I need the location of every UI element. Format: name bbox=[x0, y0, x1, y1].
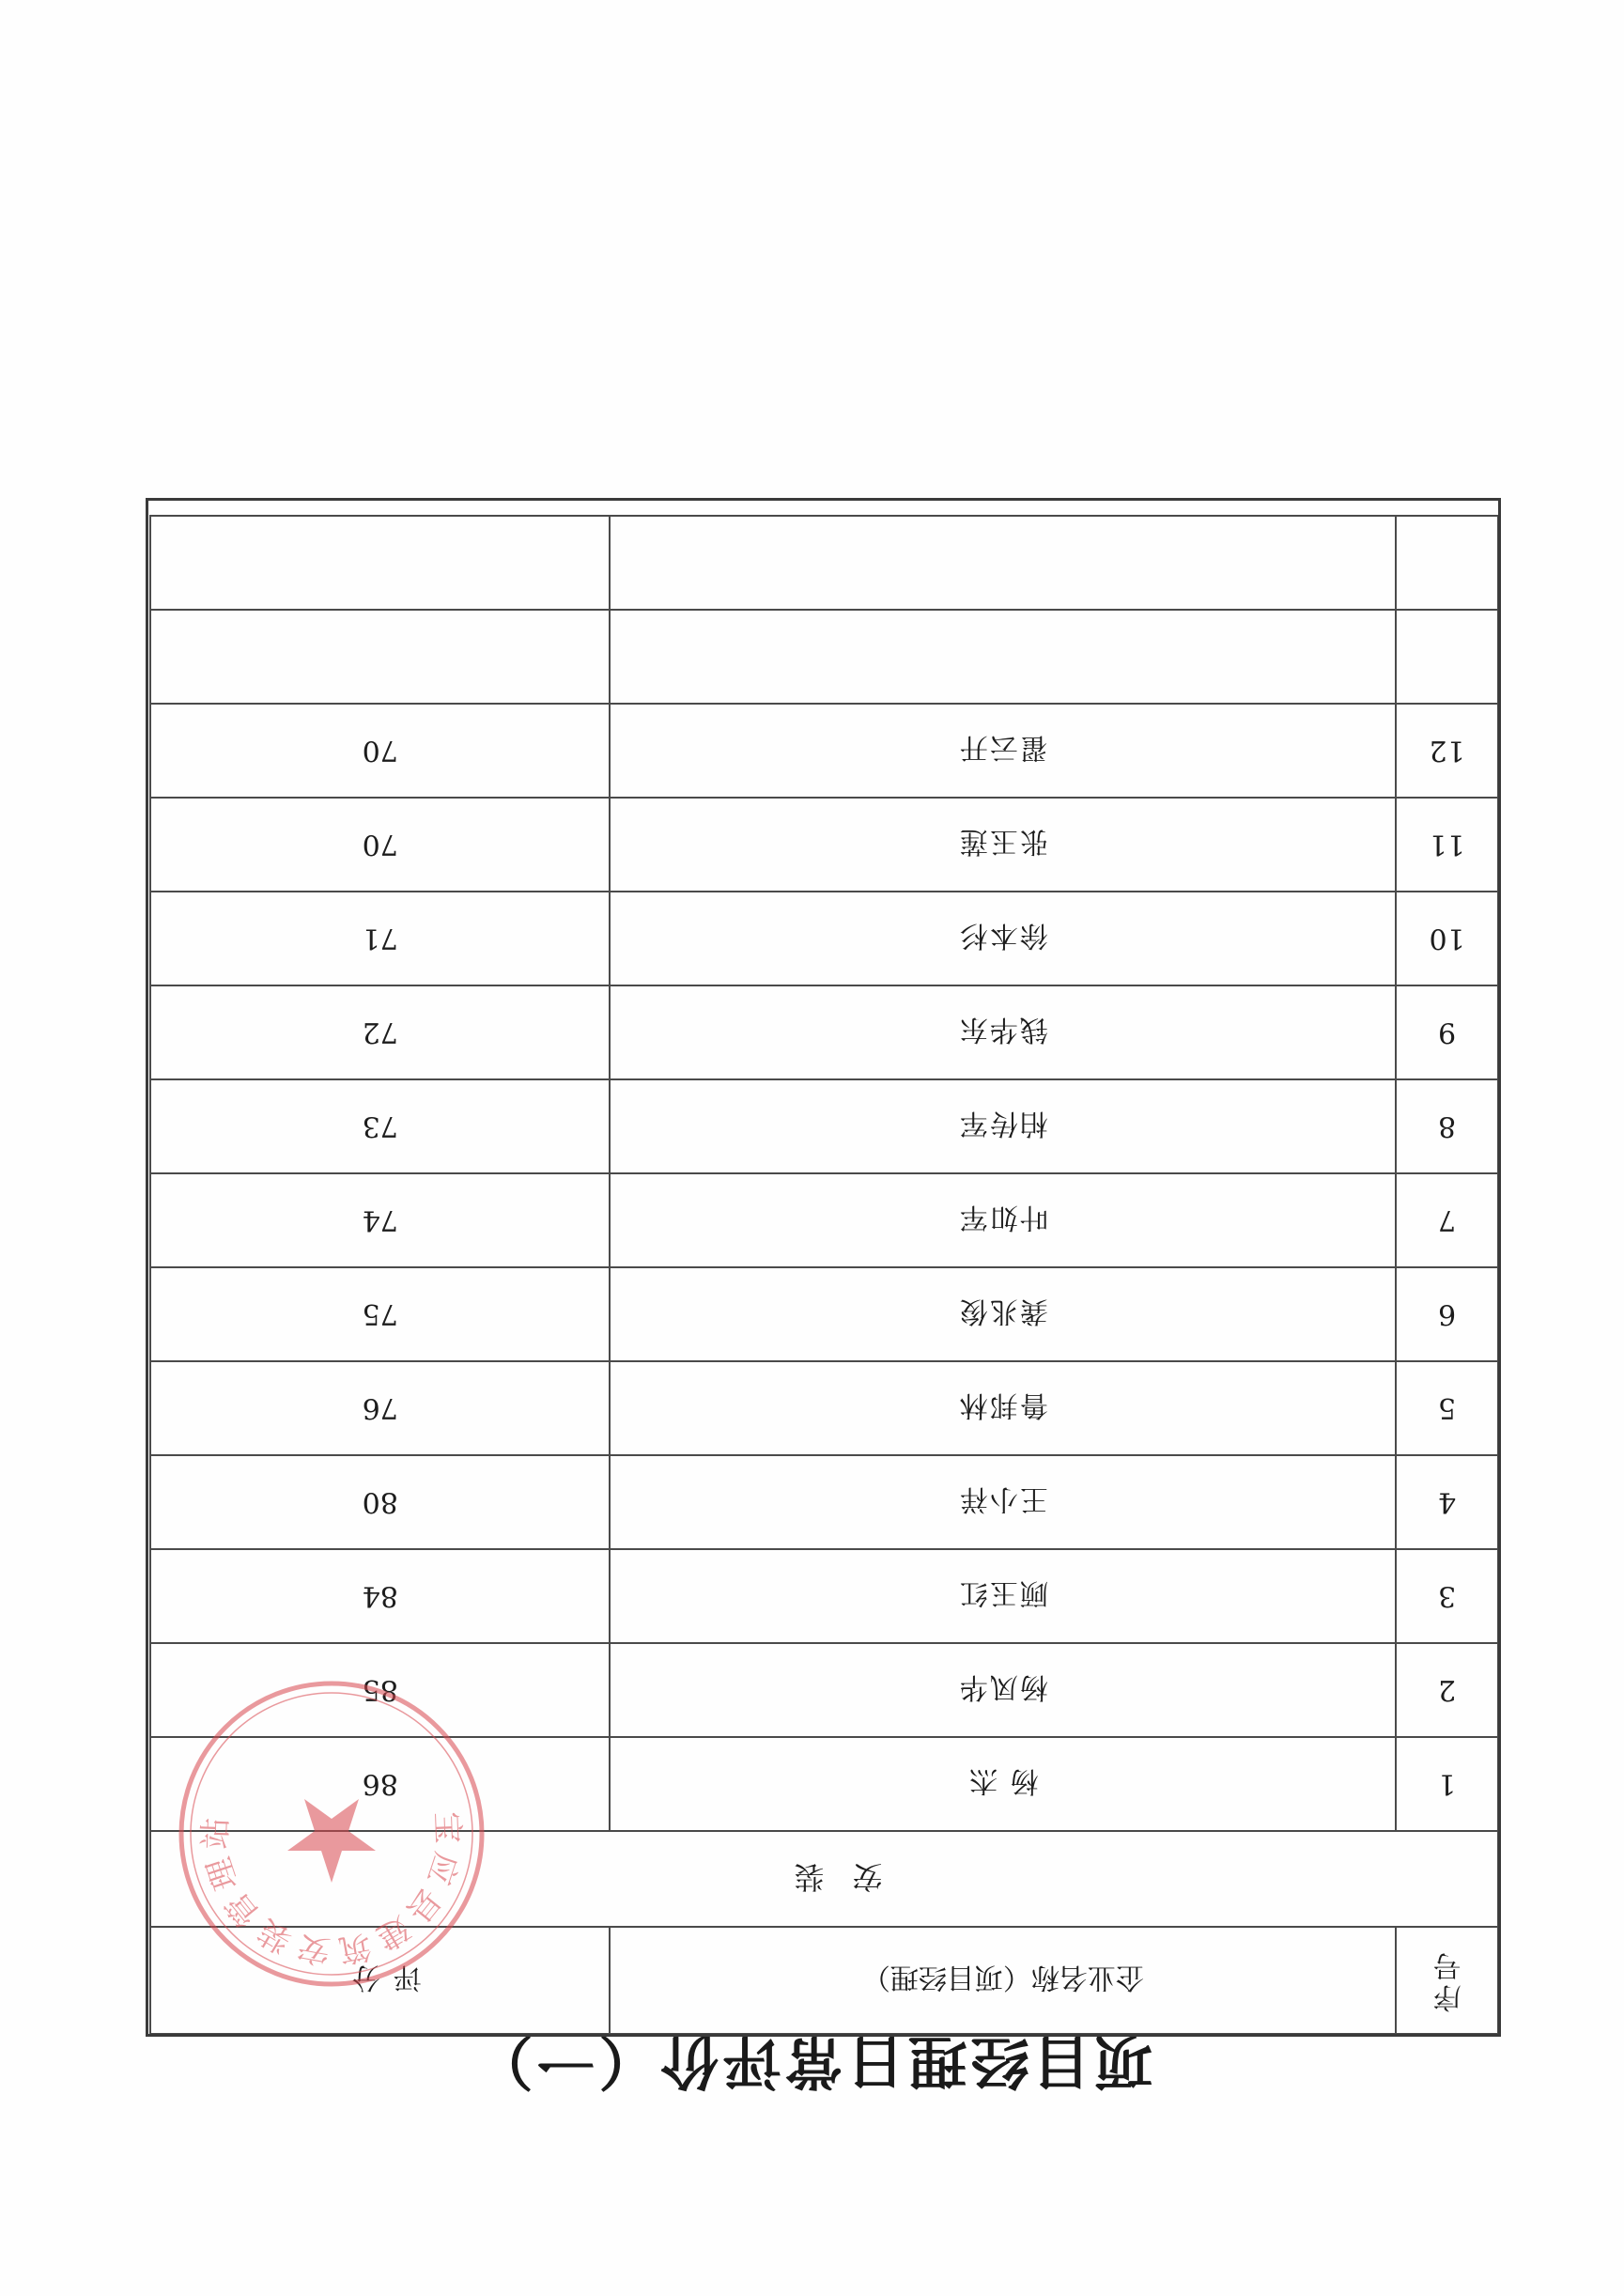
seal-star bbox=[287, 1799, 376, 1883]
row-seq: 6 bbox=[1396, 1267, 1498, 1361]
row-seq: 1 bbox=[1396, 1737, 1498, 1831]
row-seq: 12 bbox=[1396, 704, 1498, 798]
row-seq bbox=[1396, 610, 1498, 704]
table-row bbox=[150, 1079, 1498, 1173]
row-seq: 7 bbox=[1396, 1173, 1498, 1267]
row-seq: 10 bbox=[1396, 892, 1498, 985]
seal-text: 宝应县建筑安装管理站 bbox=[196, 1810, 467, 1971]
row-score: 85 bbox=[150, 1643, 610, 1737]
row-name: 翟云开 bbox=[610, 704, 1396, 798]
table-row bbox=[150, 985, 1498, 1079]
row-seq: 9 bbox=[1396, 985, 1498, 1079]
section-label: 安装 bbox=[150, 1831, 1498, 1927]
row-seq: 8 bbox=[1396, 1079, 1498, 1173]
row-score: 74 bbox=[150, 1173, 610, 1267]
row-seq: 5 bbox=[1396, 1361, 1498, 1455]
row-name bbox=[610, 516, 1396, 610]
table-row bbox=[150, 1455, 1498, 1549]
table-row bbox=[150, 892, 1498, 985]
row-score: 86 bbox=[150, 1737, 610, 1831]
row-seq: 4 bbox=[1396, 1455, 1498, 1549]
official-seal bbox=[172, 1674, 491, 1993]
table-row bbox=[150, 1361, 1498, 1455]
row-seq bbox=[1396, 516, 1498, 610]
row-score bbox=[150, 516, 610, 610]
row-name: 王小祥 bbox=[610, 1455, 1396, 1549]
row-score: 72 bbox=[150, 985, 610, 1079]
row-name: 杨 杰 bbox=[610, 1737, 1396, 1831]
row-seq: 11 bbox=[1396, 798, 1498, 892]
row-score bbox=[150, 610, 610, 704]
row-score: 84 bbox=[150, 1549, 610, 1643]
table-row bbox=[150, 516, 1498, 610]
row-name: 张玉莲 bbox=[610, 798, 1396, 892]
row-seq: 3 bbox=[1396, 1549, 1498, 1643]
row-score: 76 bbox=[150, 1361, 610, 1455]
row-score: 71 bbox=[150, 892, 610, 985]
row-name: 鲁邦林 bbox=[610, 1361, 1396, 1455]
header-seq: 序号 bbox=[1396, 1927, 1498, 2034]
table-row bbox=[150, 1549, 1498, 1643]
header-score: 评分 bbox=[150, 1927, 610, 2034]
row-score: 70 bbox=[150, 704, 610, 798]
row-score: 75 bbox=[150, 1267, 610, 1361]
row-name: 龚兆俊 bbox=[610, 1267, 1396, 1361]
row-name: 顾玉红 bbox=[610, 1549, 1396, 1643]
row-score: 70 bbox=[150, 798, 610, 892]
row-name: 柏传军 bbox=[610, 1079, 1396, 1173]
header-name: 企业名称（项目经理） bbox=[610, 1927, 1396, 2034]
row-score: 73 bbox=[150, 1079, 610, 1173]
row-name: 钱华东 bbox=[610, 985, 1396, 1079]
page-title: 项目经理日常评价（一） bbox=[471, 2027, 1153, 2096]
row-score: 80 bbox=[150, 1455, 610, 1549]
table-row bbox=[150, 1173, 1498, 1267]
row-name: 杨凤华 bbox=[610, 1643, 1396, 1737]
table-row bbox=[150, 798, 1498, 892]
row-name bbox=[610, 610, 1396, 704]
table-row bbox=[150, 1267, 1498, 1361]
row-name: 叶如军 bbox=[610, 1173, 1396, 1267]
table-row bbox=[150, 610, 1498, 704]
row-name: 徐本杉 bbox=[610, 892, 1396, 985]
table-row bbox=[150, 704, 1498, 798]
row-seq: 2 bbox=[1396, 1643, 1498, 1737]
